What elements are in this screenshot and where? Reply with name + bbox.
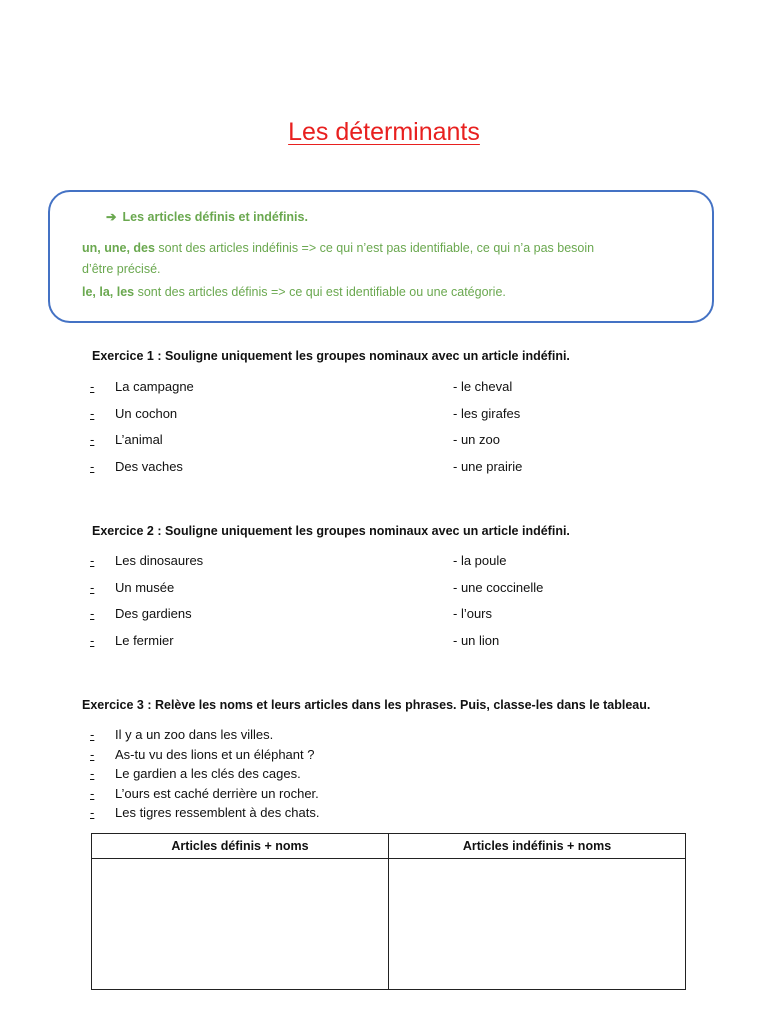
list-bullet: - <box>90 786 95 801</box>
list-bullet: - <box>90 747 95 762</box>
list-bullet: - <box>90 727 95 742</box>
indefinite-rule-line1 <box>82 241 594 255</box>
sentence-item: L’ours est caché derrière un rocher. <box>115 786 319 801</box>
list-bullet: - <box>90 379 95 394</box>
indefinite-rule-line2: d’être précisé. <box>82 262 161 276</box>
rule-heading-text: Les articles définis et indéfinis. <box>122 210 308 224</box>
exercise1-right-item[interactable]: - un zoo <box>453 432 500 447</box>
table-row <box>92 859 686 990</box>
definite-rule-text: sont des articles définis => ce qui est identifiable ou une catégorie. <box>134 285 506 299</box>
exercise1-title: Exercice 1 : Souligne uniquement les groupes nominaux avec un article indéfini. <box>92 349 570 363</box>
indefinite-answer-cell[interactable] <box>389 859 686 990</box>
definite-rule-line <box>82 285 506 299</box>
table-header-row <box>92 834 686 859</box>
list-bullet: - <box>90 580 95 595</box>
exercise1-right-item[interactable]: - le cheval <box>453 379 513 394</box>
exercise1-left-item[interactable]: La campagne <box>115 379 194 394</box>
list-bullet: - <box>90 805 95 820</box>
indefinite-rule-text: sont des articles indéfinis => ce qui n’est pas identifiable, ce qui n’a pas besoin <box>154 241 595 255</box>
exercise2-right-item[interactable]: - un lion <box>453 633 500 648</box>
list-bullet: - <box>90 766 95 781</box>
exercise2-right-item[interactable]: - une coccinelle <box>453 580 544 595</box>
exercise2-right-item[interactable]: - l’ours <box>453 606 493 621</box>
classification-table <box>91 833 686 990</box>
exercise1-right-item[interactable]: - les girafes <box>453 406 521 421</box>
table-header-indefinite: Articles indéfinis + noms <box>389 834 686 859</box>
sentence-item: As-tu vu des lions et un éléphant ? <box>115 747 315 762</box>
exercise2-left-item[interactable]: Le fermier <box>115 633 174 648</box>
list-bullet: - <box>90 633 95 648</box>
page-title: Les déterminants <box>288 118 480 146</box>
exercise1-left-item[interactable]: Des vaches <box>115 459 183 474</box>
exercise1-left-item[interactable]: L’animal <box>115 432 163 447</box>
list-bullet: - <box>90 459 95 474</box>
exercise1-right-item[interactable]: - une prairie <box>453 459 523 474</box>
rule-heading <box>106 209 308 224</box>
exercise2-left-item[interactable]: Les dinosaures <box>115 553 204 568</box>
sentence-item: Le gardien a les clés des cages. <box>115 766 301 781</box>
arrow-right-icon: ➔ <box>106 210 117 224</box>
list-bullet: - <box>90 606 95 621</box>
indefinite-articles: un, une, des <box>82 241 155 255</box>
list-bullet: - <box>90 432 95 447</box>
exercise1-left-item[interactable]: Un cochon <box>115 406 178 421</box>
list-bullet: - <box>90 406 95 421</box>
definite-articles: le, la, les <box>82 285 135 299</box>
exercise2-title: Exercice 2 : Souligne uniquement les groupes nominaux avec un article indéfini. <box>92 524 570 538</box>
exercise2-left-item[interactable]: Des gardiens <box>115 606 192 621</box>
exercise2-right-item[interactable]: - la poule <box>453 553 507 568</box>
list-bullet: - <box>90 553 95 568</box>
definite-answer-cell[interactable] <box>92 859 389 990</box>
exercise3-title: Exercice 3 : Relève les noms et leurs articles dans les phrases. Puis, classe-les dans le tableau. <box>82 698 651 712</box>
sentence-item: Il y a un zoo dans les villes. <box>115 727 274 742</box>
exercise2-left-item[interactable]: Un musée <box>115 580 175 595</box>
sentence-item: Les tigres ressemblent à des chats. <box>115 805 320 820</box>
table-header-definite: Articles définis + noms <box>92 834 389 859</box>
rule-box <box>48 190 714 323</box>
